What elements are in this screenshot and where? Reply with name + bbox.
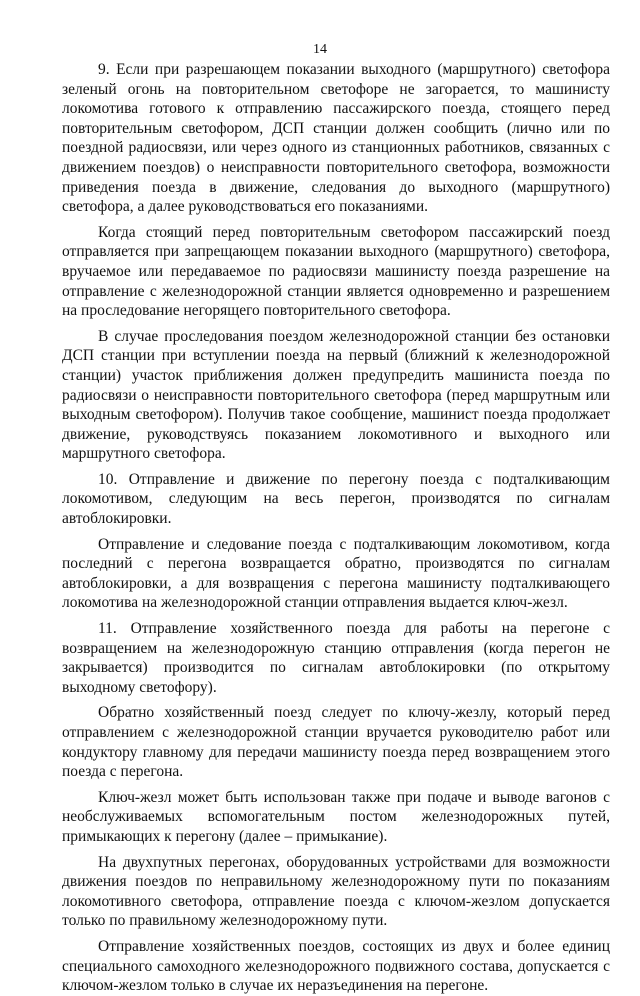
- paragraph-passing-station: В случае проследования поездом железнодорожной станции без остановки ДСП станции при вступлении поезда на первый (ближний к железнодорожной станции) участок приближения должен предупредить машиниста поезда по радиосвязи о неисправности повторительного светофора (перед маршрутным или выходным светофором). Получив такое сообщение, машинист поезда продолжает движение, руководствуясь показанием локомотивного и выходного или маршрутного светофора.: [62, 327, 610, 463]
- document-body: [62, 60, 610, 996]
- paragraph-item-9: 9. Если при разрешающем показании выходного (маршрутного) светофора зеленый огонь на повторительном светофоре не загорается, то машинисту локомотива готового к отправлению пассажирского поезда, стоящего перед повторительным светофором, ДСП станции должен сообщить (лично или по поездной радиосвязи, или через одного из станционных работников, связанных с движением поездов) о неисправности повторительного светофора, возможности приведения поезда в движение, следования до выходного (маршрутного) светофора, а далее руководствоваться его показаниями.: [62, 61, 610, 216]
- paragraph-self-propelled: Отправление хозяйственных поездов, состоящих из двух и более единиц специального самоходного железнодорожного подвижного состава, допускается с ключом-жезлом только в случае их неразъединения на перегоне.: [62, 937, 610, 995]
- paragraph-standing-train: Когда стоящий перед повторительным светофором пассажирский поезд отправляется при запрещающем показании выходного (маршрутного) светофора, вручаемое или передаваемое по радиосвязи машинисту поезда разрешение на отправление с железнодорожной станции является одновременно и разрешением на проследование негорящего повторительного светофора.: [62, 223, 610, 320]
- paragraph-junction: Ключ-жезл может быть использован также при подаче и выводе вагонов с необслуживаемых вспомогательным постом железнодорожных путей, примыкающих к перегону (далее – примыкание).: [62, 788, 610, 845]
- paragraph-double-track: На двухпутных перегонах, оборудованных устройствами для возможности движения поездов по неправильному железнодорожному пути по показаниям локомотивного светофора, отправление поезда с ключом-жезлом допускается только по правильному железнодорожному пути.: [62, 853, 610, 930]
- paragraph-item-11: 11. Отправление хозяйственного поезда для работы на перегоне с возвращением на железнодорожную станцию отправления (когда перегон не закрывается) производится по сигналам автоблокировки (по открытому выходному светофору).: [62, 620, 610, 696]
- paragraph-pusher-return: Отправление и следование поезда с подталкивающим локомотивом, когда последний с перегона возвращается обратно, производятся по сигналам автоблокировки, а для возвращения с перегона машинисту подталкивающего локомотива на железнодорожной станции отправления выдается ключ-жезл.: [62, 535, 610, 612]
- page-number: 14: [313, 42, 327, 57]
- paragraph-item-10: 10. Отправление и движение по перегону поезда с подталкивающим локомотивом, следующим на весь перегон, производятся по сигналам автоблокировки.: [62, 470, 610, 528]
- paragraph-return-by-staff: Обратно хозяйственный поезд следует по ключу-жезлу, который перед отправлением с железнодорожной станции вручается руководителю работ или кондуктору главному для передачи машинисту поезда перед возвращением этого поезда с перегона.: [62, 704, 610, 781]
